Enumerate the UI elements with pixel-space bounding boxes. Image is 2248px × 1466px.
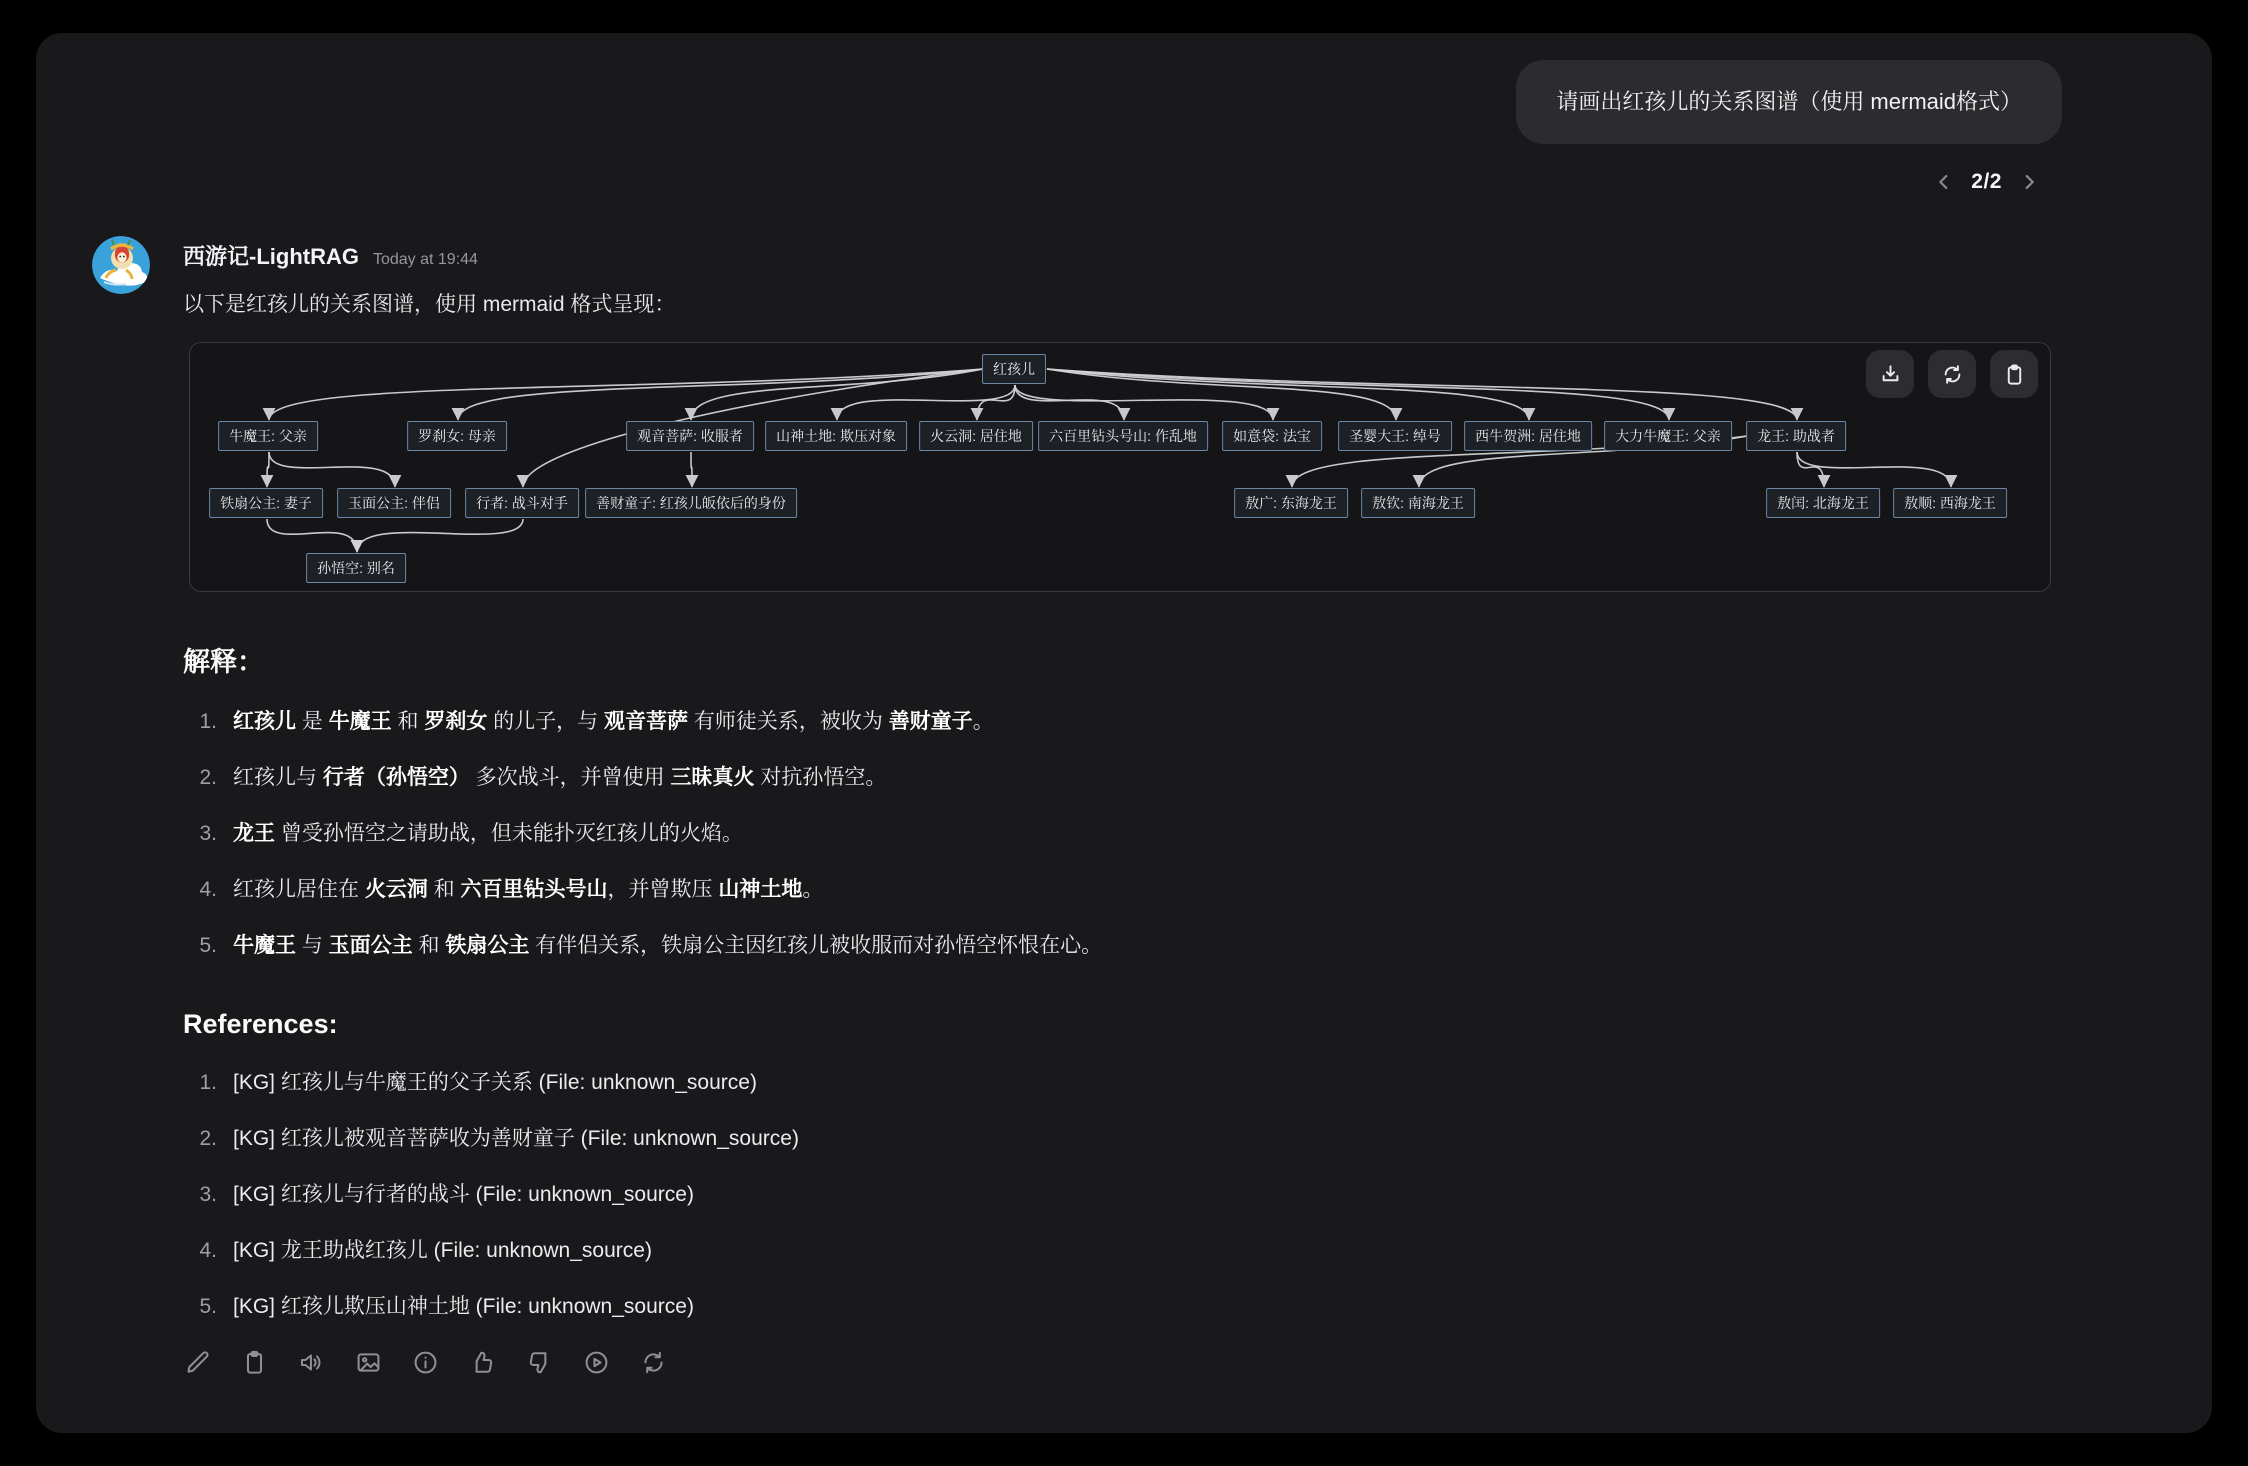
diagram-node-ruyidai: 如意袋: 法宝 xyxy=(1222,421,1322,451)
reference-item xyxy=(183,1124,2063,1154)
explanation-item-text: 龙王 曾受孙悟空之请助战，但未能扑灭红孩儿的火焰。 xyxy=(233,822,743,845)
diagram-node-aorun: 敖闰: 北海龙王 xyxy=(1766,488,1880,518)
list-number: 2. xyxy=(199,766,217,789)
reference-item xyxy=(183,1180,2063,1210)
diagram-node-aoguang: 敖广: 东海龙王 xyxy=(1234,488,1348,518)
diagram-node-dali: 大力牛魔王: 父亲 xyxy=(1604,421,1732,451)
explanation-item-text: 红孩儿 是 牛魔王 和 罗刹女 的儿子，与 观音菩萨 有师徒关系，被收为 善财童子。 xyxy=(233,710,994,733)
reference-item xyxy=(183,1236,2063,1266)
references-list xyxy=(183,1068,2063,1322)
list-number: 5. xyxy=(199,1295,217,1318)
clipboard-button[interactable] xyxy=(1990,350,2038,398)
diagram-node-guanyin: 观音菩萨: 收服者 xyxy=(626,421,754,451)
diagram-node-tieshan: 铁扇公主: 妻子 xyxy=(209,488,323,518)
assistant-avatar[interactable] xyxy=(92,236,150,294)
explanation-item-text: 红孩儿居住在 火云洞 和 六百里钻头号山，并曾欺压 山神土地。 xyxy=(233,878,824,901)
diagram-node-huoyundong: 火云洞: 居住地 xyxy=(919,421,1033,451)
list-number: 4. xyxy=(199,1239,217,1262)
diagram-node-longwang: 龙王: 助战者 xyxy=(1746,421,1846,451)
refresh-icon xyxy=(1941,363,1964,386)
play-button[interactable] xyxy=(582,1348,610,1376)
regenerate-icon xyxy=(640,1349,667,1376)
references-heading: References: xyxy=(183,1009,338,1039)
image-icon xyxy=(355,1349,382,1376)
edit-button[interactable] xyxy=(183,1348,211,1376)
assistant-name: 西游记-LightRAG xyxy=(183,244,359,269)
list-number: 5. xyxy=(199,934,217,957)
assistant-message xyxy=(36,196,2212,1376)
image-button[interactable] xyxy=(354,1348,382,1376)
monkey-king-avatar-image xyxy=(92,236,150,294)
chevron-right-icon[interactable] xyxy=(2018,171,2040,193)
diagram-node-liubaili: 六百里钻头号山: 作乱地 xyxy=(1038,421,1208,451)
copy-button[interactable] xyxy=(240,1348,268,1376)
diagram-node-aoshun: 敖顺: 西海龙王 xyxy=(1893,488,2007,518)
explanation-item-text: 牛魔王 与 玉面公主 和 铁扇公主 有伴侣关系，铁扇公主因红孩儿被收服而对孙悟空怀恨在心。 xyxy=(233,934,1103,957)
clipboard-icon xyxy=(2003,363,2026,386)
diagram-node-aoqin: 敖钦: 南海龙王 xyxy=(1361,488,1475,518)
chevron-left-icon[interactable] xyxy=(1933,171,1955,193)
reference-item-text: [KG] 红孩儿欺压山神土地 (File: unknown_source) xyxy=(233,1295,694,1318)
explanation-item xyxy=(183,763,2063,793)
diagram-toolbar xyxy=(1866,350,2038,398)
diagram-node-yumian: 玉面公主: 伴侣 xyxy=(337,488,451,518)
diagram-node-luochanv: 罗刹女: 母亲 xyxy=(407,421,507,451)
speak-button[interactable] xyxy=(297,1348,325,1376)
explanation-list xyxy=(183,707,2063,961)
reference-item-text: [KG] 红孩儿被观音菩萨收为善财童子 (File: unknown_source) xyxy=(233,1127,799,1150)
reference-item-text: [KG] 红孩儿与行者的战斗 (File: unknown_source) xyxy=(233,1183,694,1206)
diagram-node-xiniu: 西牛贺洲: 居住地 xyxy=(1464,421,1592,451)
list-number: 1. xyxy=(199,710,217,733)
assistant-intro-text: 以下是红孩儿的关系图谱，使用 mermaid 格式呈现： xyxy=(183,293,676,316)
download-button[interactable] xyxy=(1866,350,1914,398)
pagination-count: 2/2 xyxy=(1971,170,2002,193)
explanation-item-text: 红孩儿与 行者（孙悟空） 多次战斗，并曾使用 三昧真火 对抗孙悟空。 xyxy=(233,766,887,789)
info-button[interactable] xyxy=(411,1348,439,1376)
like-icon xyxy=(469,1349,496,1376)
dislike-icon xyxy=(526,1349,553,1376)
explanation-item xyxy=(183,931,2063,961)
user-message-bubble[interactable] xyxy=(1516,60,2062,144)
list-number: 2. xyxy=(199,1127,217,1150)
play-icon xyxy=(583,1349,610,1376)
explanation-item xyxy=(183,707,2063,737)
message-action-bar xyxy=(183,1348,2063,1376)
explanation-item xyxy=(183,819,2063,849)
dislike-button[interactable] xyxy=(525,1348,553,1376)
diagram-node-xingzhe: 行者: 战斗对手 xyxy=(465,488,579,518)
list-number: 3. xyxy=(199,822,217,845)
speak-icon xyxy=(298,1349,325,1376)
reference-item-text: [KG] 龙王助战红孩儿 (File: unknown_source) xyxy=(233,1239,652,1262)
list-number: 3. xyxy=(199,1183,217,1206)
diagram-node-shanshen: 山神土地: 欺压对象 xyxy=(765,421,907,451)
download-icon xyxy=(1879,363,1902,386)
info-icon xyxy=(412,1349,439,1376)
like-button[interactable] xyxy=(468,1348,496,1376)
diagram-node-sunwukong: 孙悟空: 别名 xyxy=(306,553,406,583)
regenerate-button[interactable] xyxy=(639,1348,667,1376)
chat-panel xyxy=(36,33,2212,1433)
copy-icon xyxy=(241,1349,268,1376)
reference-item xyxy=(183,1292,2063,1322)
diagram-node-niumowang: 牛魔王: 父亲 xyxy=(218,421,318,451)
message-timestamp: Today at 19:44 xyxy=(372,251,478,268)
user-message-row xyxy=(36,33,2212,144)
list-number: 1. xyxy=(199,1071,217,1094)
edit-icon xyxy=(184,1349,211,1376)
reference-item-text: [KG] 红孩儿与牛魔王的父子关系 (File: unknown_source) xyxy=(233,1071,757,1094)
user-message-text: 请画出红孩儿的关系图谱（使用 mermaid格式） xyxy=(1556,89,2022,114)
explanation-heading: 解释： xyxy=(183,647,264,677)
diagram-node-honghaier: 红孩儿 xyxy=(982,354,1046,384)
refresh-button[interactable] xyxy=(1928,350,1976,398)
assistant-meta xyxy=(183,240,2063,271)
explanation-item xyxy=(183,875,2063,905)
diagram-node-shancai: 善财童子: 红孩儿皈依后的身份 xyxy=(585,488,797,518)
mermaid-diagram xyxy=(189,342,2051,592)
list-number: 4. xyxy=(199,878,217,901)
assistant-content xyxy=(183,236,2063,1376)
diagram-node-shengying: 圣婴大王: 绰号 xyxy=(1338,421,1452,451)
diagram-edges xyxy=(190,343,2052,593)
reference-item xyxy=(183,1068,2063,1098)
message-pagination xyxy=(36,144,2212,196)
